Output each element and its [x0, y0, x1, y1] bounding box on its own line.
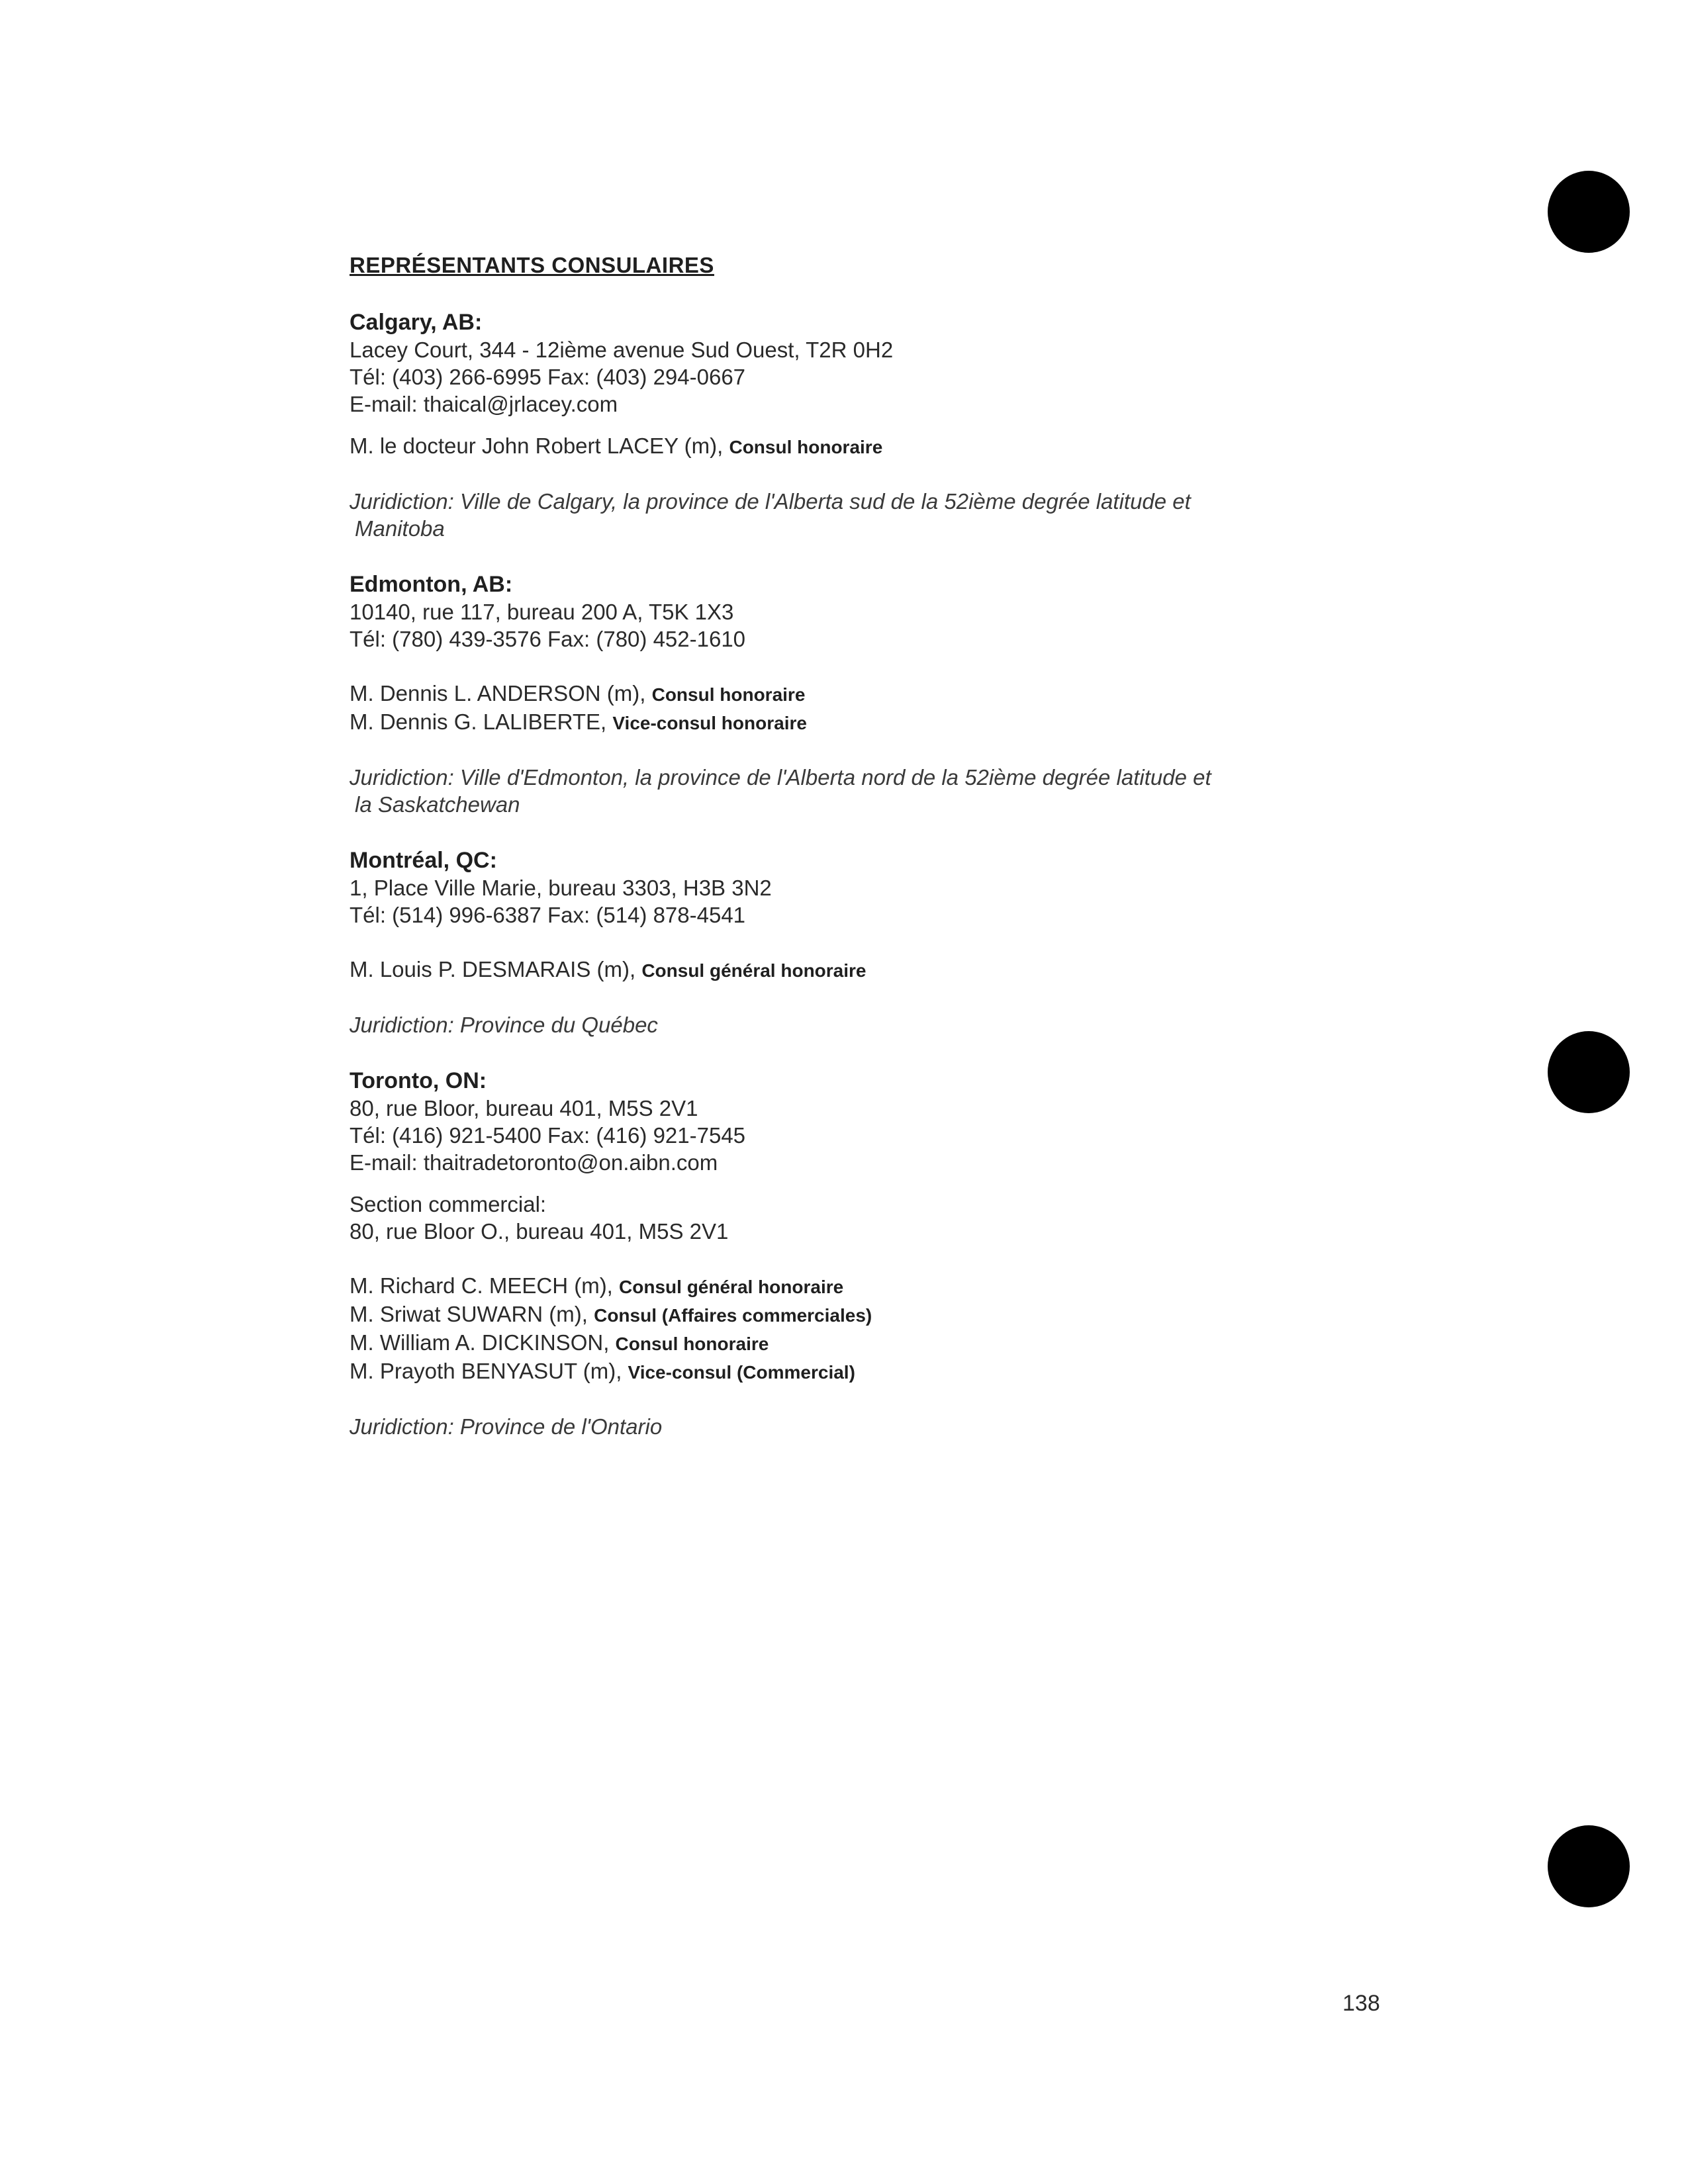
document-body	[350, 251, 1342, 1440]
official-line	[350, 1300, 1342, 1329]
punch-hole-top	[1548, 171, 1630, 253]
jurisdiction-line: la Saskatchewan	[355, 792, 520, 817]
jurisdiction	[350, 764, 1342, 818]
jurisdiction	[350, 488, 1342, 542]
phone-fax-line: Tél: (416) 921-5400 Fax: (416) 921-7545	[350, 1123, 746, 1148]
city-heading: Edmonton, AB:	[350, 572, 513, 597]
address-line: 10140, rue 117, bureau 200 A, T5K 1X3	[350, 600, 734, 624]
official-name: M. Louis P. DESMARAIS (m),	[350, 957, 642, 981]
email-line: E-mail: thaitradetoronto@on.aibn.com	[350, 1150, 718, 1175]
official-line	[350, 1272, 1342, 1300]
official-line	[350, 1329, 1342, 1357]
consulate-edmonton	[350, 571, 1342, 818]
punch-hole-bottom	[1548, 1825, 1630, 1907]
email-line: E-mail: thaical@jrlacey.com	[350, 392, 618, 416]
jurisdiction	[350, 1413, 1342, 1440]
address-line: Lacey Court, 344 - 12ième avenue Sud Ouest, T2R 0H2	[350, 338, 894, 362]
phone-fax-line: Tél: (780) 439-3576 Fax: (780) 452-1610	[350, 627, 746, 651]
official-name: M. Richard C. MEECH (m),	[350, 1273, 620, 1298]
jurisdiction-line: Juridiction: Province du Québec	[350, 1013, 658, 1037]
commercial-address: 80, rue Bloor O., bureau 401, M5S 2V1	[350, 1219, 729, 1244]
address-line: 1, Place Ville Marie, bureau 3303, H3B 3N2	[350, 876, 772, 900]
official-title: Vice-consul honoraire	[612, 713, 807, 733]
official-title: Consul honoraire	[729, 437, 883, 457]
jurisdiction-line: Juridiction: Ville de Calgary, la province de l'Alberta sud de la 52ième degrée latitude et	[350, 489, 1191, 514]
official-name: M. William A. DICKINSON,	[350, 1330, 616, 1355]
official-name: M. le docteur John Robert LACEY (m),	[350, 433, 729, 458]
official-title: Consul (Affaires commerciales)	[594, 1305, 872, 1326]
jurisdiction-line: Juridiction: Ville d'Edmonton, la province de l'Alberta nord de la 52ième degrée latitude et	[350, 765, 1211, 790]
official-name: M. Dennis L. ANDERSON (m),	[350, 681, 652, 705]
section-heading: REPRÉSENTANTS CONSULAIRES	[350, 253, 714, 277]
consulate-montreal	[350, 847, 1342, 1038]
official-title: Vice-consul (Commercial)	[628, 1362, 855, 1383]
official-title: Consul général honoraire	[619, 1277, 844, 1297]
official-name: M. Prayoth BENYASUT (m),	[350, 1359, 628, 1383]
address-line: 80, rue Bloor, bureau 401, M5S 2V1	[350, 1096, 698, 1120]
phone-fax-line: Tél: (514) 996-6387 Fax: (514) 878-4541	[350, 903, 746, 927]
consulate-toronto	[350, 1068, 1342, 1440]
official-line	[350, 680, 1342, 708]
jurisdiction-line: Manitoba	[355, 516, 445, 541]
official-name: M. Sriwat SUWARN (m),	[350, 1302, 594, 1326]
official-name: M. Dennis G. LALIBERTE,	[350, 709, 613, 734]
jurisdiction-line: Juridiction: Province de l'Ontario	[350, 1414, 663, 1439]
city-heading: Toronto, ON:	[350, 1068, 487, 1093]
official-line	[350, 956, 1342, 984]
city-heading: Montréal, QC:	[350, 848, 497, 873]
official-line	[350, 708, 1342, 737]
official-line	[350, 432, 1342, 461]
commercial-section-label: Section commercial:	[350, 1192, 547, 1216]
punch-hole-middle	[1548, 1031, 1630, 1113]
city-heading: Calgary, AB:	[350, 310, 483, 335]
phone-fax-line: Tél: (403) 266-6995 Fax: (403) 294-0667	[350, 365, 746, 389]
page-number: 138	[1342, 1991, 1380, 2016]
jurisdiction	[350, 1011, 1342, 1038]
official-title: Consul général honoraire	[641, 960, 867, 981]
official-title: Consul honoraire	[615, 1334, 769, 1354]
official-title: Consul honoraire	[651, 684, 806, 705]
consulate-calgary	[350, 309, 1342, 542]
official-line	[350, 1357, 1342, 1386]
